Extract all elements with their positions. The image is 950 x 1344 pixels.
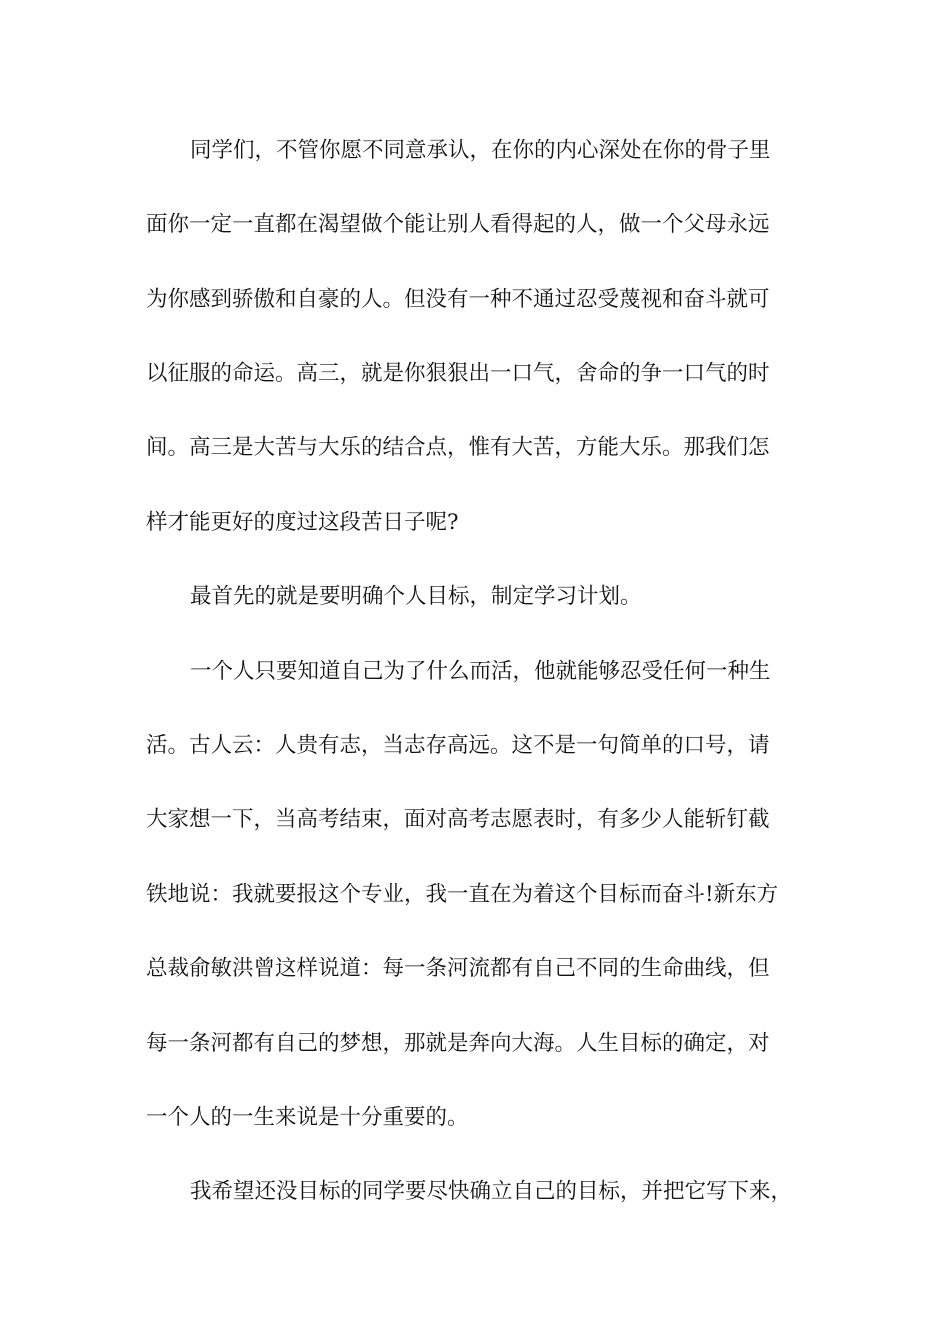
paragraph-3-line-2: 活。古人云：人贵有志，当志存高远。这不是一句简单的口号，请: [146, 733, 770, 758]
paragraph-1-line-2: 面你一定一直都在渴望做个能让别人看得起的人，做一个父母永远: [146, 212, 770, 237]
paragraph-3-line-6: 每一条河都有自己的梦想，那就是奔向大海。人生目标的确定，对: [146, 1031, 770, 1056]
paragraph-1-line-4: 以征服的命运。高三，就是你狠狠出一口气，舍命的争一口气的时: [146, 361, 770, 386]
paragraph-3-line-7: 一个人的一生来说是十分重要的。: [146, 1105, 469, 1130]
paragraph-4-line-1: 我希望还没目标的同学要尽快确立自己的目标，并把它写下来，: [190, 1179, 793, 1204]
paragraph-3-line-1: 一个人只要知道自己为了什么而活，他就能够忍受任何一种生: [190, 659, 771, 684]
paragraph-1-line-5: 间。高三是大苦与大乐的结合点，惟有大苦，方能大乐。那我们怎: [146, 435, 770, 460]
paragraph-2-line-1: 最首先的就是要明确个人目标，制定学习计划。: [190, 584, 642, 609]
paragraph-3-line-4: 铁地说：我就要报这个专业，我一直在为着这个目标而奋斗!新东方: [146, 882, 779, 907]
paragraph-3-line-5: 总裁俞敏洪曾这样说道：每一条河流都有自己不同的生命曲线，但: [146, 956, 770, 981]
paragraph-3-line-3: 大家想一下，当高考结束，面对高考志愿表时，有多少人能斩钉截: [146, 807, 770, 832]
paragraph-1-line-1: 同学们，不管你愿不同意承认，在你的内心深处在你的骨子里: [190, 138, 771, 163]
paragraph-1-line-6: 样才能更好的度过这段苦日子呢?: [146, 510, 459, 535]
paragraph-1-line-3: 为你感到骄傲和自豪的人。但没有一种不通过忍受蔑视和奋斗就可: [146, 287, 770, 312]
